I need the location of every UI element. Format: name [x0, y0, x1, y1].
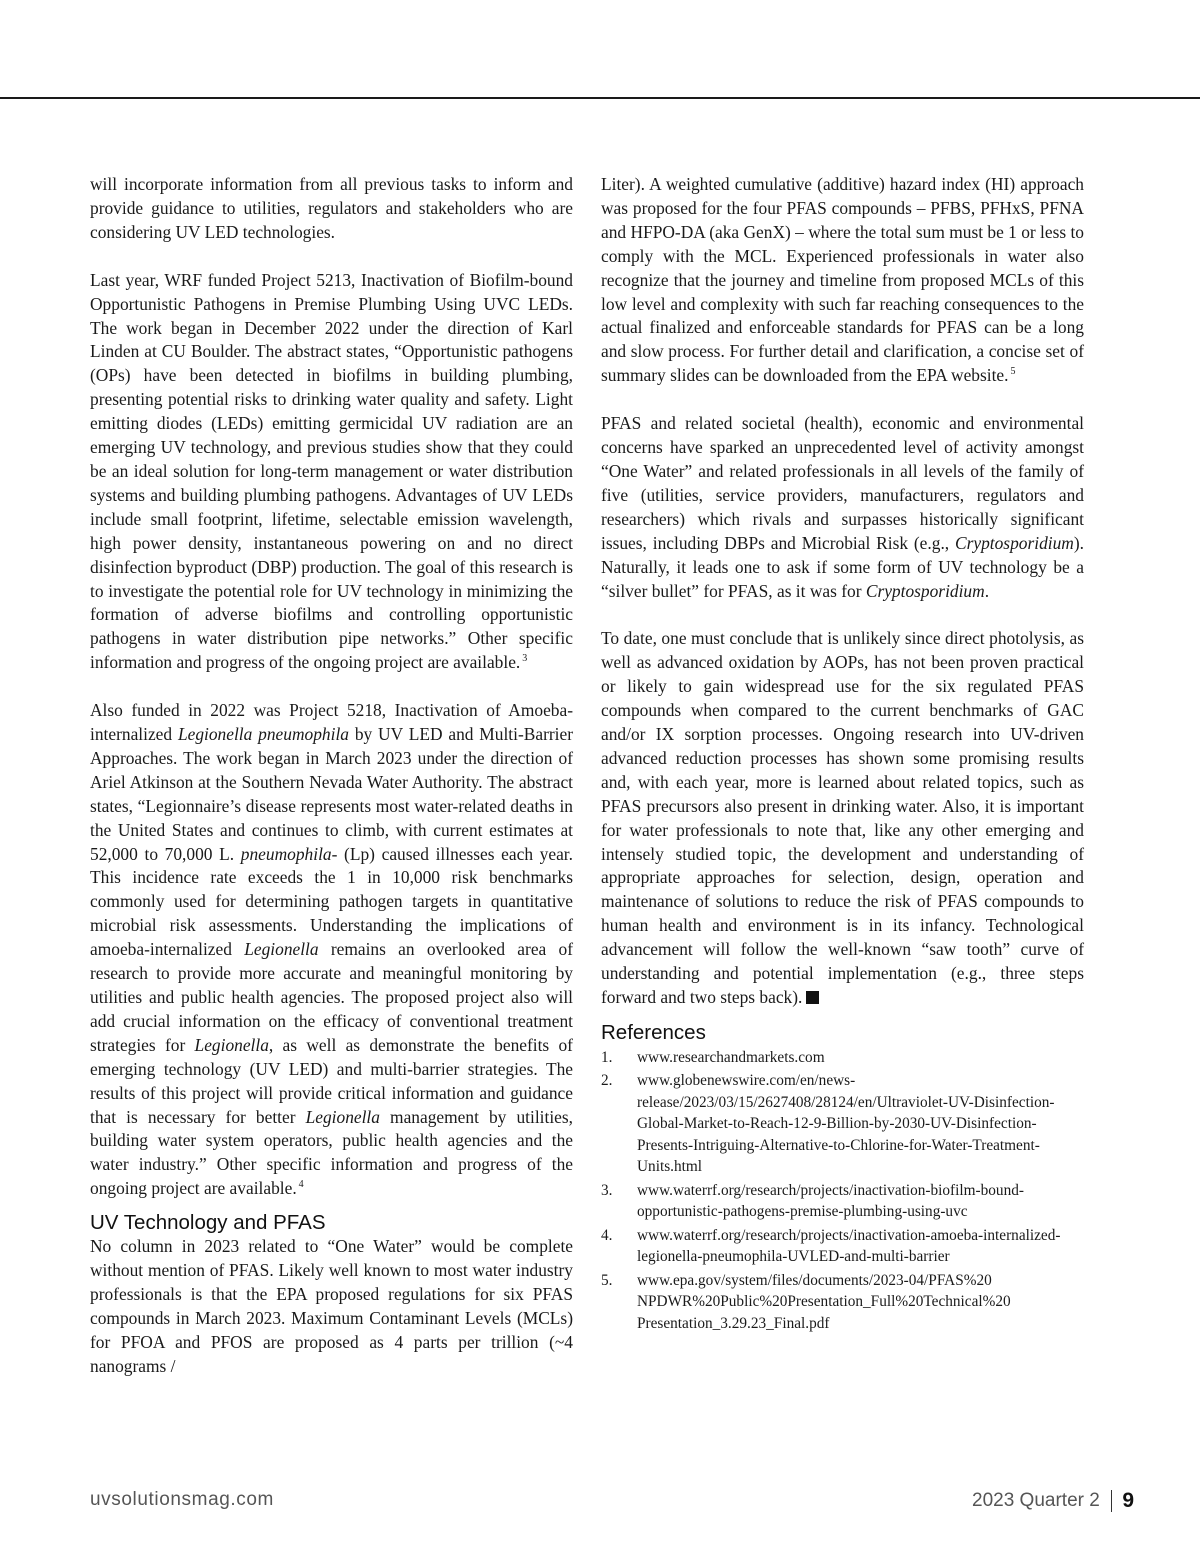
- body-paragraph: Last year, WRF funded Project 5213, Inactivation of Biofilm-bound Opportunistic Pathogens in Premise Plumbing Using UVC LEDs. The work began in December 2022 under the direction of Karl Linden at CU Boulder. The abstract states, “Opportunistic pathogens (OPs) have been detected in biofilms in building plumbing, presenting potential risks to drinking water quality and safety. Light emitting diodes (LEDs) emitting germicidal UV radiation are an emerging UV technology, and previous studies show that they could be an ideal solution for long-term management or water distribution systems and building plumbing pathogens. Advantages of UV LEDs include small footprint, lifetime, selectable emission wavelength, high power density, instantaneous powering on and no direct disinfection byproduct (DBP) production. The goal of this research is to investigate the potential role for UV technology in minimizing the formation of adverse biofilms and controlling opportunistic pathogens in water distribution pipe networks.” Other specific information and progress of the ongoing project are available. $^3$: [90, 269, 573, 673]
- body-paragraph: Also funded in 2022 was Project 5218, Inactivation of Amoeba-internalized Legionella pneumophila by UV LED and Multi-Barrier Approaches. The work began in March 2023 under the direction of Ariel Atkinson at the Southern Nevada Water Authority. The abstract states, “Legionnaire’s disease represents most water-related deaths in the United States and continues to climb, with current estimates at 52,000 to 70,000 L. pneumophila- (Lp) caused illnesses each year. This incidence rate exceeds the 1 in 10,000 risk benchmarks commonly used for determining pathogen targets in quantitative microbial risk assessments. Understanding the implications of amoeba-internalized Legionella remains an overlooked area of research to provide more accurate and meaningful monitoring by utilities and public health agencies. The proposed project also will add crucial information on the efficacy of conventional treatment strategies for Legionella, as well as demonstrate the benefits of emerging technology (UV LED) and multi-barrier strategies. The results of this project will provide critical information and guidance that is necessary for better Legionella management by utilities, building water system operators, public health agencies and the water industry.” Other specific information and progress of the ongoing project are available. $^4$: [90, 700, 573, 1199]
- footer-divider: [1111, 1490, 1113, 1512]
- reference-item: 5. www.epa.gov/system/files/documents/2023-04/PFAS%20 NPDWR%20Public%20Presentation_Full%20Technical%20 Presentation_3.29.23_Final.pdf: [601, 1271, 1011, 1332]
- footer-website[interactable]: uvsolutionsmag.com: [90, 1489, 274, 1510]
- body-paragraph: Liter). A weighted cumulative (additive) hazard index (HI) approach was proposed for the four PFAS compounds – PFBS, PFHxS, PFNA and HFPO-DA (aka GenX) – where the total sum must be 1 or less to comply with the MCL. Experienced professionals in water also recognize that the journey and timeline from proposed MCLs of this low level and complexity with such far reaching consequences to the actual finalized and enforceable standards for PFAS can be a long and slow process. For further detail and clarification, a concise set of summary slides can be downloaded from the EPA website. $^5$: [601, 174, 1084, 386]
- reference-item: 4. www.waterrf.org/research/projects/inactivation-amoeba-internalized-legionella-pneumophila-UVLED-and-multi-barrier: [601, 1226, 1061, 1266]
- footnote-ref: 3: [522, 653, 528, 665]
- reference-item: 1. www.researchandmarkets.com: [601, 1048, 825, 1066]
- body-paragraph: will incorporate information from all previous tasks to inform and provide guidance to utilities, regulators and stakeholders who are considering UV LED technologies.: [90, 174, 573, 242]
- references-list: [601, 1047, 1084, 1335]
- reference-link[interactable]: www.epa.gov/system/files/documents/2023-04/PFAS%20 NPDWR%20Public%20Presentation_Full%20Technical%20 Presentation_3.29.23_Final.pdf: [637, 1271, 1011, 1332]
- footnote-ref: 5: [1010, 366, 1016, 378]
- footnote-ref: 4: [298, 1179, 304, 1191]
- reference-link[interactable]: www.waterrf.org/research/projects/inactivation-amoeba-internalized-legionella-pneumophila-UVLED-and-multi-barrier: [637, 1226, 1061, 1266]
- footer-issue-info: [972, 1489, 1134, 1513]
- body-paragraph: No column in 2023 related to “One Water” would be complete without mention of PFAS. Likely well known to most water industry professionals is that the EPA proposed regulations for six PFAS compounds in March 2023. Maximum Contaminant Levels (MCLs) for PFOA and PFOS are proposed as 4 parts per trillion (~4 nanograms /: [90, 1236, 573, 1376]
- body-paragraph: To date, one must conclude that is unlikely since direct photolysis, as well as advanced oxidation by AOPs, has not been proven practical or likely to gain widespread use for the six regulated PFAS compounds when compared to the current benchmarks of GAC and/or IX sorption processes. Ongoing research into UV-driven advanced reduction processes has shown some promising results and, with each year, more is learned about related topics, such as PFAS precursors also present in drinking water. Also, it is important for water professionals to note that, like any other emerging and intensely studied topic, the development and understanding of appropriate approaches for selection, design, operation and maintenance of solutions to reduce the risk of PFAS compounds to human health and environment is in its infancy. Technological advancement will follow the well-known “saw tooth” curve of understanding and potential implementation (e.g., three steps forward and two steps back).: [601, 628, 1084, 1007]
- issue-label: 2023 Quarter 2: [972, 1490, 1100, 1511]
- reference-link[interactable]: www.waterrf.org/research/projects/inactivation-biofilm-bound-opportunistic-pathogens-premise-plumbing-using-uvc: [637, 1181, 1024, 1221]
- right-column: [601, 173, 1084, 1336]
- reference-item: 2. www.globenewswire.com/en/news-release/2023/03/15/2627408/28124/en/Ultraviolet-UV-Disinfection-Global-Market-to-Reach-12-9-Billion-by-2030-UV-Disinfection-Presents-Intriguing-Alternative-to-Chlorine-for-Water-Treatment-Units.html: [601, 1072, 1055, 1176]
- end-mark-icon: [806, 991, 819, 1004]
- section-heading: UV Technology and PFAS: [90, 1211, 326, 1235]
- reference-link[interactable]: www.researchandmarkets.com: [637, 1048, 825, 1066]
- reference-item: 3. www.waterrf.org/research/projects/inactivation-biofilm-bound-opportunistic-pathogens-premise-plumbing-using-uvc: [601, 1181, 1024, 1221]
- header-rule: [0, 97, 1200, 99]
- left-column: [90, 173, 573, 1379]
- references-heading: References: [601, 1020, 706, 1044]
- body-paragraph: PFAS and related societal (health), economic and environmental concerns have sparked an unprecedented level of activity amongst “One Water” and related professionals in all levels of the family of five (utilities, service providers, manufacturers, regulators and researchers) which rivals and surpasses historically significant issues, including DBPs and Microbial Risk (e.g., Cryptosporidium). Naturally, it leads one to ask if some form of UV technology be a “silver bullet” for PFAS, as it was for Cryptosporidium.: [601, 413, 1084, 601]
- reference-link[interactable]: www.globenewswire.com/en/news-release/2023/03/15/2627408/28124/en/Ultraviolet-UV-Disinfection-Global-Market-to-Reach-12-9-Billion-by-2030-UV-Disinfection-Presents-Intriguing-Alternative-to-Chlorine-for-Water-Treatment-Units.html: [637, 1072, 1055, 1176]
- page-number: 9: [1122, 1489, 1134, 1512]
